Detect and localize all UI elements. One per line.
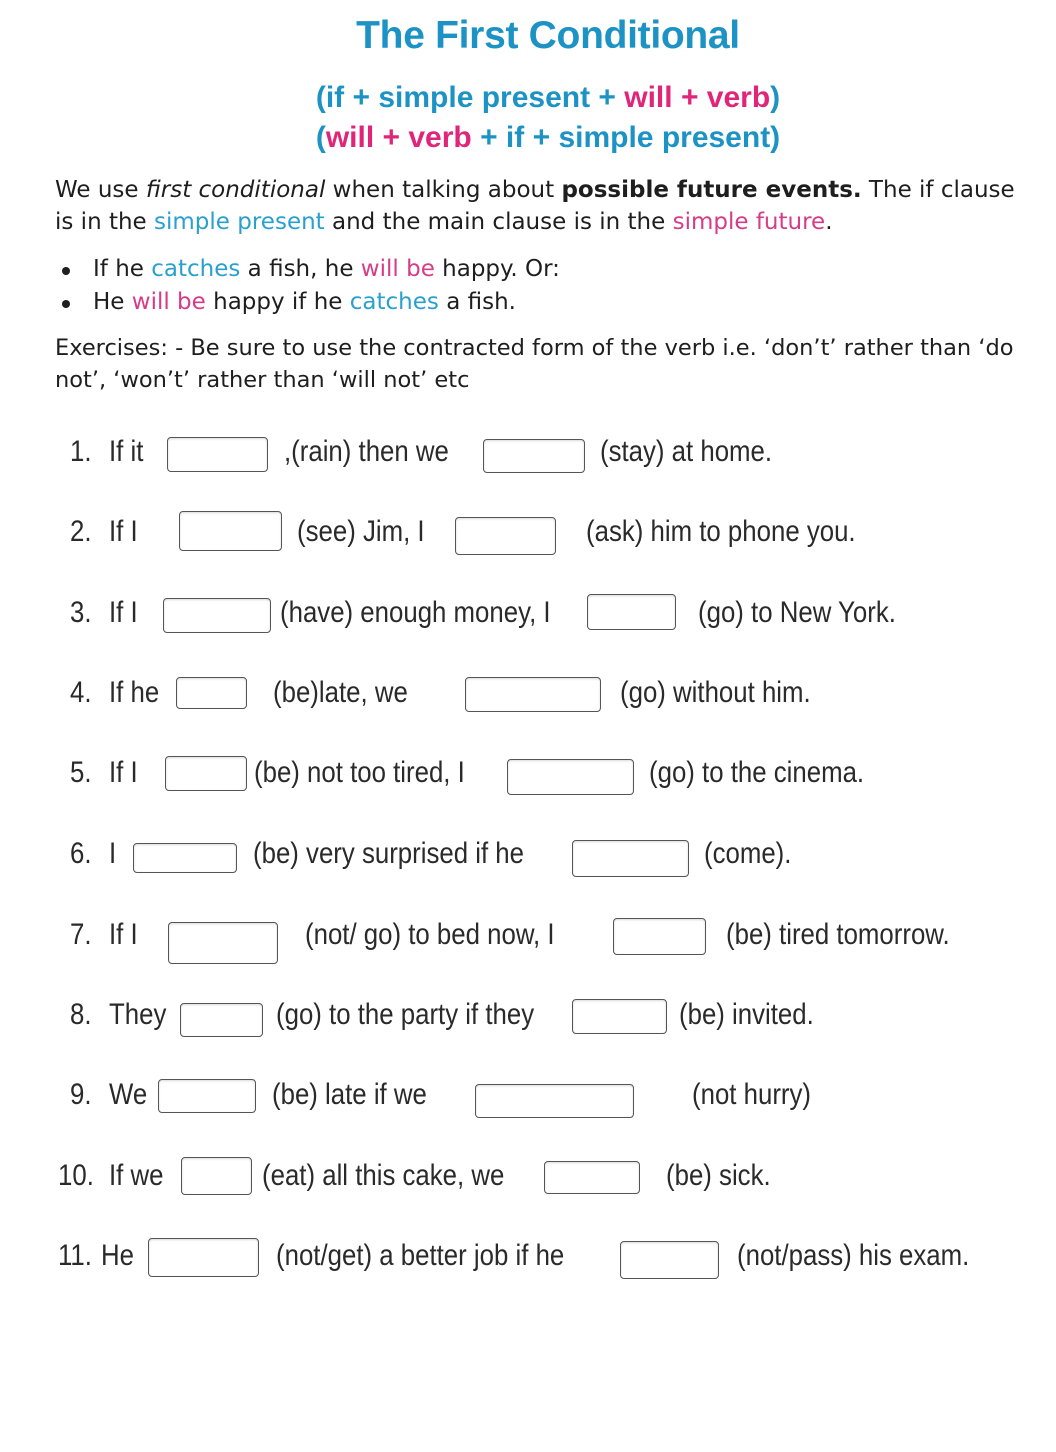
exercise-end: (stay) at home. [600, 435, 773, 468]
exercise-number: 9. [70, 1078, 92, 1111]
exercise-number: 2. [70, 515, 92, 548]
exercise-number: 10. [58, 1159, 94, 1192]
formula-close: ) [770, 81, 781, 114]
exercise-end: (ask) him to phone you. [586, 515, 856, 548]
formula-will-part: will + verb [325, 121, 472, 154]
exercise-number: 3. [70, 596, 92, 629]
formula-if-part: (if + simple present + [315, 81, 625, 114]
example-text: happy. Or: [434, 256, 560, 282]
intro-text: We use [55, 177, 146, 203]
formula-if-part: + if + simple present) [471, 121, 781, 154]
example-text: a fish, he [240, 256, 361, 282]
answer-input-7a[interactable] [168, 922, 278, 964]
exercise-mid: (be)late, we [273, 676, 408, 709]
example-text: If he [93, 256, 152, 282]
exercise-number: 7. [70, 918, 92, 951]
answer-input-6a[interactable] [133, 843, 237, 873]
intro-simple-future: simple future [672, 209, 826, 235]
exercise-end: (go) without him. [620, 676, 811, 709]
answer-input-8b[interactable] [572, 999, 667, 1034]
answer-input-8a[interactable] [180, 1003, 263, 1037]
example-item [55, 286, 560, 319]
example-text: He [93, 289, 132, 315]
exercise-mid: (not/ go) to bed now, I [305, 918, 555, 951]
intro-text: The if clause is in the [55, 177, 1015, 235]
answer-input-11a[interactable] [148, 1238, 259, 1277]
exercise-end: (be) sick. [666, 1159, 771, 1192]
exercise-end: (be) invited. [679, 998, 814, 1031]
exercise-number: 5. [70, 756, 92, 789]
example-text: a fish. [438, 289, 516, 315]
exercise-end: (go) to the cinema. [649, 756, 865, 789]
example-item [55, 253, 560, 286]
intro-bold: possible future events. [561, 177, 862, 203]
answer-input-2b[interactable] [455, 517, 556, 555]
answer-input-9a[interactable] [158, 1079, 256, 1113]
answer-input-10b[interactable] [544, 1161, 640, 1194]
exercise-start: I [109, 837, 117, 870]
exercise-start: He [101, 1239, 134, 1272]
example-future: will be [131, 289, 206, 315]
exercise-start: If he [109, 676, 160, 709]
exercise-start: If I [109, 515, 138, 548]
exercise-start: If I [109, 756, 138, 789]
exercise-mid: (be) very surprised if he [253, 837, 525, 870]
answer-input-3b[interactable] [587, 594, 676, 630]
exercise-end: (go) to New York. [698, 596, 896, 629]
formula-if-first [0, 81, 1056, 115]
exercise-number: 8. [70, 998, 92, 1031]
example-present: catches [151, 256, 241, 282]
answer-input-4b[interactable] [465, 677, 601, 712]
exercise-start: If it [109, 435, 144, 468]
example-present: catches [349, 289, 439, 315]
intro-text: when talking about [325, 177, 562, 203]
exercise-mid: (not/get) a better job if he [276, 1239, 565, 1272]
intro-simple-present: simple present [154, 209, 325, 235]
formula-will-first [0, 121, 1056, 155]
answer-input-6b[interactable] [572, 840, 689, 877]
exercise-end: (be) tired tomorrow. [726, 918, 950, 951]
exercise-start: They [109, 998, 167, 1031]
answer-input-9b[interactable] [475, 1084, 634, 1118]
answer-input-10a[interactable] [181, 1157, 252, 1195]
answer-input-3a[interactable] [163, 598, 271, 633]
answer-input-11b[interactable] [620, 1241, 719, 1279]
intro-term: first conditional [145, 177, 326, 203]
answer-input-5a[interactable] [165, 756, 247, 791]
answer-input-2a[interactable] [179, 511, 282, 551]
page-title: The First Conditional [356, 14, 740, 57]
exercise-mid: (have) enough money, I [280, 596, 551, 629]
answer-input-1a[interactable] [167, 437, 268, 472]
answer-input-5b[interactable] [507, 759, 634, 795]
exercises-note: Exercises: - Be sure to use the contracted form of the verb i.e. ‘don’t’ rather than ‘do not’, ‘won’t’ rather than ‘will not’ etc [55, 335, 1014, 393]
intro-text: . [825, 209, 833, 235]
exercise-mid: (be) not too tired, I [254, 756, 465, 789]
example-list [55, 253, 560, 319]
exercise-end: (not hurry) [692, 1078, 812, 1111]
exercise-start: We [109, 1078, 148, 1111]
exercise-start: If we [109, 1159, 164, 1192]
exercise-start: If I [109, 918, 138, 951]
formula-will-part: will + verb [624, 81, 771, 114]
exercise-number: 4. [70, 676, 92, 709]
exercise-mid: (eat) all this cake, we [262, 1159, 505, 1192]
answer-input-1b[interactable] [483, 439, 585, 473]
intro-text: and the main clause is in the [324, 209, 673, 235]
formula-open: ( [315, 121, 326, 154]
answer-input-7b[interactable] [613, 918, 706, 955]
exercise-mid: ,(rain) then we [284, 435, 449, 468]
exercise-end: (not/pass) his exam. [737, 1239, 970, 1272]
exercise-number: 1. [70, 435, 92, 468]
intro-paragraph [55, 174, 1025, 238]
answer-input-4a[interactable] [176, 677, 247, 709]
exercise-mid: (go) to the party if they [276, 998, 535, 1031]
exercise-mid: (be) late if we [272, 1078, 427, 1111]
exercise-end: (come). [704, 837, 792, 870]
example-text: happy if he [205, 289, 350, 315]
exercise-number: 6. [70, 837, 92, 870]
exercise-start: If I [109, 596, 138, 629]
exercise-mid: (see) Jim, I [297, 515, 425, 548]
exercise-number: 11. [58, 1239, 92, 1272]
example-future: will be [360, 256, 435, 282]
